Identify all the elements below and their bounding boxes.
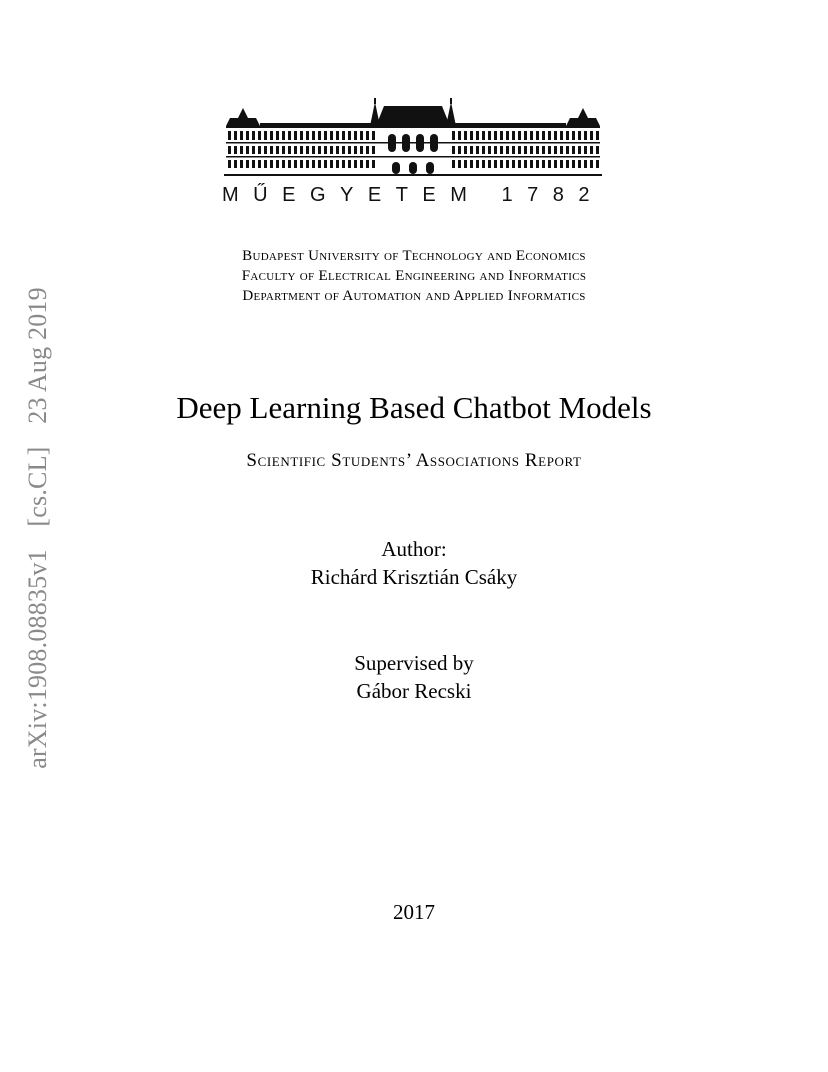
- supervisor-name: Gábor Recski: [356, 679, 472, 703]
- university-logo: [220, 96, 606, 210]
- author-label: Author:: [381, 537, 447, 561]
- logo-wordmark: MŰEGYETEM 1782: [222, 184, 604, 206]
- arxiv-category: [cs.CL]: [23, 446, 52, 527]
- report-title: Deep Learning Based Chatbot Models: [176, 390, 652, 425]
- faculty-name: Faculty of Electrical Engineering and Informatics: [241, 268, 587, 284]
- university-building-icon: [220, 96, 606, 180]
- report-year: 2017: [393, 900, 435, 924]
- arxiv-date: 23 Aug 2019: [23, 287, 52, 424]
- arxiv-id: arXiv:1908.08835v1: [23, 549, 52, 769]
- supervisor-label: Supervised by: [354, 651, 474, 675]
- department-name: Department of Automation and Applied Informatics: [242, 288, 586, 304]
- report-subtitle: Scientific Students’ Associations Report: [246, 450, 582, 471]
- university-name: Budapest University of Technology and Economics: [242, 248, 586, 264]
- author-name: Richárd Krisztián Csáky: [310, 565, 518, 589]
